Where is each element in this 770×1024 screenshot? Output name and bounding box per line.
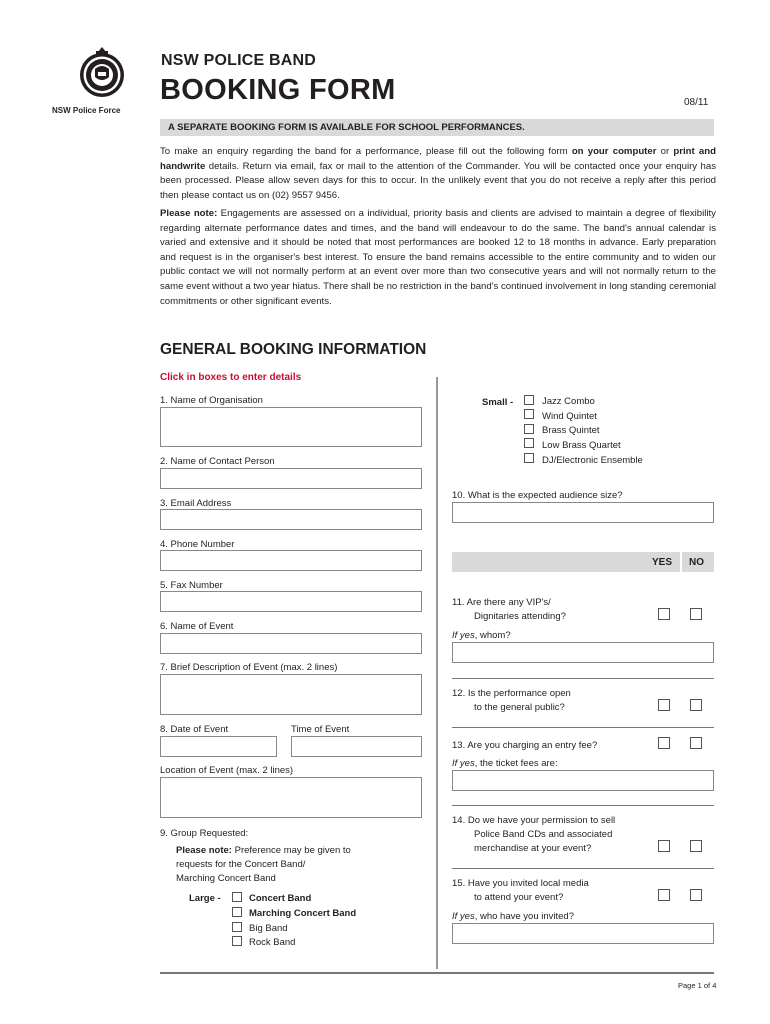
large-option-label: Concert Band [249,893,312,904]
no-header: NO [689,557,704,568]
location-label: Location of Event (max. 2 lines) [160,765,294,776]
org-name: NSW POLICE BAND [161,52,316,69]
email-label: 3. Email Address [160,498,232,509]
q13-no-checkbox[interactable] [690,737,702,749]
large-label: Large - [189,893,221,904]
q14-label: 14. Do we have your permission to sell [452,815,616,826]
marching-concert-band-checkbox[interactable] [232,907,242,917]
section-title: GENERAL BOOKING INFORMATION [160,341,427,358]
note-paragraph: Please note: Engagements are assessed on a individual, priority basis and clients are advised to maintain a degree of flexibility regarding alternate performance dates and times, and the band will endeavour to do the same. The band's annual calendar is varied and extensive and it should be noted that most performances are booked 12 to 18 months in advance. Early preparation and request is in the organiser's best interest. To ensure the band remains accessible to the entire community and to widen our public contact we will not normally perform at an event over more than two consecutive years and will not normally return to the same event without a two year hiatus. There shall be no restriction in the band's continued involvement in long standing ceremonial commitments or other significant events. [160,208,716,307]
small-option-label: Jazz Combo [542,396,595,407]
q13-label: 13. Are you charging an entry fee? [452,740,598,751]
large-option-label: Marching Concert Band [249,908,357,919]
date-input[interactable] [160,736,277,757]
small-option-label: Brass Quintet [542,425,600,436]
q11-whom-input[interactable] [452,642,714,663]
yes-no-header [452,552,714,572]
q11-label-cont: Dignitaries attending? [474,611,566,622]
org-input[interactable] [160,407,422,447]
event-name-input[interactable] [160,633,422,654]
separator [452,805,714,806]
large-option-label: Big Band [249,923,288,934]
separator [452,868,714,869]
location-input[interactable] [160,777,422,818]
group-note-line: requests for the Concert Band/ [176,859,306,870]
q15-if-yes-label: If yes, who have you invited? [452,911,574,922]
yes-no-divider [680,552,682,572]
q12-label-cont: to the general public? [474,702,565,713]
intro-paragraph: To make an enquiry regarding the band for a performance, please fill out the following form on your computer or print and handwrite details. Return via email, fax or mail to the attention of the Commander. You will be contacted once your enquiry has been processed. Please allow seven days for this to occur. In the unlikely event that you do not receive a reply after this period then please contact us on (02) 9557 9456. [160,146,716,201]
q11-no-checkbox[interactable] [690,608,702,620]
concert-band-checkbox[interactable] [232,892,242,902]
wind-quintet-checkbox[interactable] [524,409,534,419]
small-option-label: Low Brass Quartet [542,440,621,451]
q11-yes-checkbox[interactable] [658,608,670,620]
dj-electronic-checkbox[interactable] [524,453,534,463]
group-note: Please note: Preference may be given to [176,845,351,856]
group-note-line: Marching Concert Band [176,873,276,884]
description-input[interactable] [160,674,422,715]
jazz-combo-checkbox[interactable] [524,395,534,405]
q14-yes-checkbox[interactable] [658,840,670,852]
audience-input[interactable] [452,502,714,523]
yes-header: YES [652,557,673,568]
time-input[interactable] [291,736,422,757]
phone-label: 4. Phone Number [160,539,235,550]
q15-label: 15. Have you invited local media [452,878,589,889]
low-brass-quartet-checkbox[interactable] [524,438,534,448]
form-code: 08/11 [684,97,709,108]
small-option-label: DJ/Electronic Ensemble [542,455,643,466]
separator [452,727,714,728]
q15-media-input[interactable] [452,923,714,944]
q14-no-checkbox[interactable] [690,840,702,852]
event-name-label: 6. Name of Event [160,621,234,632]
q13-fees-input[interactable] [452,770,714,791]
q15-no-checkbox[interactable] [690,889,702,901]
org-label: 1. Name of Organisation [160,395,263,406]
column-divider [436,377,438,969]
date-label: 8. Date of Event [160,724,229,735]
logo-caption: NSW Police Force [52,106,121,115]
contact-label: 2. Name of Contact Person [160,456,275,467]
small-option-label: Wind Quintet [542,411,597,422]
phone-input[interactable] [160,550,422,571]
q13-if-yes-label: If yes, the ticket fees are: [452,758,558,769]
separator [452,678,714,679]
fax-label: 5. Fax Number [160,580,223,591]
q14-label-cont: Police Band CDs and associated [474,829,613,840]
q15-label-cont: to attend your event? [474,892,564,903]
description-label: 7. Brief Description of Event (max. 2 lines) [160,662,338,673]
audience-label: 10. What is the expected audience size? [452,490,623,501]
small-label: Small - [482,397,514,408]
footer-rule [160,972,714,974]
rock-band-checkbox[interactable] [232,936,242,946]
q12-no-checkbox[interactable] [690,699,702,711]
big-band-checkbox[interactable] [232,922,242,932]
group-label: 9. Group Requested: [160,828,249,839]
click-hint: Click in boxes to enter details [160,372,302,383]
q12-yes-checkbox[interactable] [658,699,670,711]
fax-input[interactable] [160,591,422,612]
brass-quintet-checkbox[interactable] [524,424,534,434]
contact-input[interactable] [160,468,422,489]
school-banner: A SEPARATE BOOKING FORM IS AVAILABLE FOR SCHOOL PERFORMANCES. [160,119,714,136]
page-number: Page 1 of 4 [678,981,717,990]
large-option-label: Rock Band [249,937,296,948]
time-label: Time of Event [291,724,350,735]
q11-if-yes-label: If yes, whom? [452,630,511,641]
email-input[interactable] [160,509,422,530]
q13-yes-checkbox[interactable] [658,737,670,749]
q15-yes-checkbox[interactable] [658,889,670,901]
q12-label: 12. Is the performance open [452,688,571,699]
q14-label-cont: merchandise at your event? [474,843,592,854]
page-title: BOOKING FORM [160,74,396,106]
nsw-police-crest-logo [76,45,128,99]
q11-label: 11. Are there any VIP's/ [452,597,551,608]
